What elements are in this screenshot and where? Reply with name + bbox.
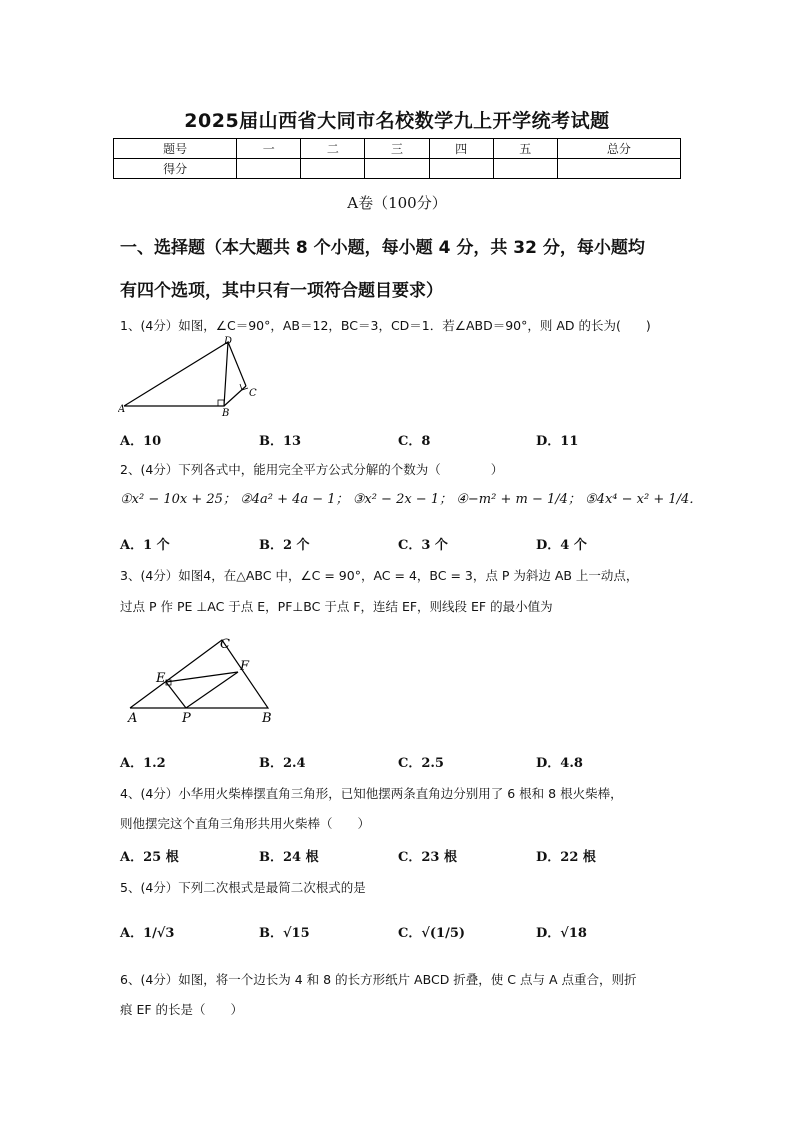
q3-option-c[interactable]: C．2.5 — [398, 756, 444, 771]
question-4-line1: 4、(4分）小华用火柴棒摆直角三角形，已知他摆两条直角边分别用了 6 根和 8 根火柴棒， — [120, 786, 623, 801]
q1-option-d[interactable]: D．11 — [536, 434, 579, 449]
question-2-text: 2、(4分）下列各式中，能用完全平方公式分解的个数为（ ） — [120, 462, 504, 477]
q4-option-a[interactable]: A．25 根 — [120, 850, 179, 865]
figure-label: F — [240, 659, 250, 674]
score-input-cell[interactable] — [557, 159, 680, 179]
score-table-score-row — [114, 159, 681, 179]
question-3-line1: 3、(4分）如图4，在△ABC 中，∠C = 90°，AC = 4，BC = 3，点 P 为斜边 AB 上一动点， — [120, 568, 639, 583]
score-table-cell: 一 — [237, 139, 301, 159]
score-input-cell[interactable] — [237, 159, 301, 179]
q1-option-c[interactable]: C．8 — [398, 434, 431, 449]
q1-option-b[interactable]: B．13 — [259, 434, 302, 449]
page-title: 2025届山西省大同市名校数学九上开学统考试题 — [184, 110, 610, 132]
question-3-figure — [124, 632, 276, 728]
paper-subtitle: A卷（100分） — [347, 194, 447, 212]
q3-option-a[interactable]: A．1.2 — [120, 756, 166, 771]
q2-option-b[interactable]: B．2 个 — [259, 538, 310, 553]
q5-option-c[interactable]: C．√(1/5) — [398, 926, 466, 941]
q4-option-c[interactable]: C．23 根 — [398, 850, 457, 865]
q3-option-d[interactable]: D．4.8 — [536, 756, 583, 771]
question-1-figure — [118, 334, 268, 420]
section-heading-line2: 有四个选项，其中只有一项符合题目要求） — [120, 281, 443, 301]
question-6-line2: 痕 EF 的长是（ ） — [120, 1002, 244, 1017]
score-input-cell[interactable] — [429, 159, 493, 179]
q2-option-a[interactable]: A．1 个 — [120, 538, 170, 553]
score-table-cell: 二 — [301, 139, 365, 159]
score-table-cell: 总分 — [557, 139, 680, 159]
question-1-text: 1、(4分）如图，∠C＝90°，AB＝12，BC＝3，CD＝1．若∠ABD＝90°，则 AD 的长为( ) — [120, 318, 651, 333]
expression: ③x² − 2x − 1 — [352, 492, 440, 507]
score-row-label: 得分 — [114, 159, 237, 179]
q1-option-a[interactable]: A．10 — [120, 434, 162, 449]
question-2-expressions: ①x² − 10x + 25； ②4a² + 4a − 1； ③x² − 2x − 1； ④−m² + m − 1/4； ⑤4x⁴ − x² + 1/4． — [120, 492, 703, 507]
q5-option-d[interactable]: D．√18 — [536, 926, 587, 941]
figure-label: A — [128, 711, 138, 726]
expression: ②4a² + 4a − 1 — [240, 492, 336, 507]
question-3-line2: 过点 P 作 PE ⊥AC 于点 E，PF⊥BC 于点 F，连结 EF，则线段 EF 的最小值为 — [120, 599, 553, 614]
figure-label: D — [224, 336, 233, 347]
score-input-cell[interactable] — [493, 159, 557, 179]
score-input-cell[interactable] — [301, 159, 365, 179]
figure-label: A — [118, 404, 126, 415]
figure-label: B — [262, 711, 272, 726]
q4-option-b[interactable]: B．24 根 — [259, 850, 319, 865]
expression: ⑤4x⁴ − x² + 1/4 — [585, 492, 690, 507]
score-table — [113, 138, 681, 179]
figure-label: B — [222, 408, 230, 419]
score-table-cell: 五 — [493, 139, 557, 159]
question-4-line2: 则他摆完这个直角三角形共用火柴棒（ ） — [120, 816, 371, 831]
q4-option-d[interactable]: D．22 根 — [536, 850, 596, 865]
score-table-header-row — [114, 139, 681, 159]
figure-label: P — [182, 711, 191, 726]
q3-option-b[interactable]: B．2.4 — [259, 756, 306, 771]
q2-option-c[interactable]: C．3 个 — [398, 538, 448, 553]
score-input-cell[interactable] — [365, 159, 429, 179]
score-table-cell: 四 — [429, 139, 493, 159]
expression: ①x² − 10x + 25 — [120, 492, 223, 507]
figure-label: C — [220, 637, 230, 652]
q5-option-b[interactable]: B．√15 — [259, 926, 310, 941]
question-6-line1: 6、(4分）如图，将一个边长为 4 和 8 的长方形纸片 ABCD 折叠，使 C 点与 A 点重合，则折 — [120, 972, 637, 987]
expression: ④−m² + m − 1/4 — [456, 492, 568, 507]
figure-label: C — [249, 388, 257, 399]
section-heading-line1: 一、选择题（本大题共 8 个小题，每小题 4 分，共 32 分，每小题均 — [120, 238, 645, 258]
score-table-cell: 题号 — [114, 139, 237, 159]
figure-label: E — [156, 671, 166, 686]
question-5-text: 5、(4分）下列二次根式是最简二次根式的是 — [120, 880, 366, 895]
score-table-cell: 三 — [365, 139, 429, 159]
q2-option-d[interactable]: D．4 个 — [536, 538, 587, 553]
q5-option-a[interactable]: A．1/√3 — [120, 926, 175, 941]
